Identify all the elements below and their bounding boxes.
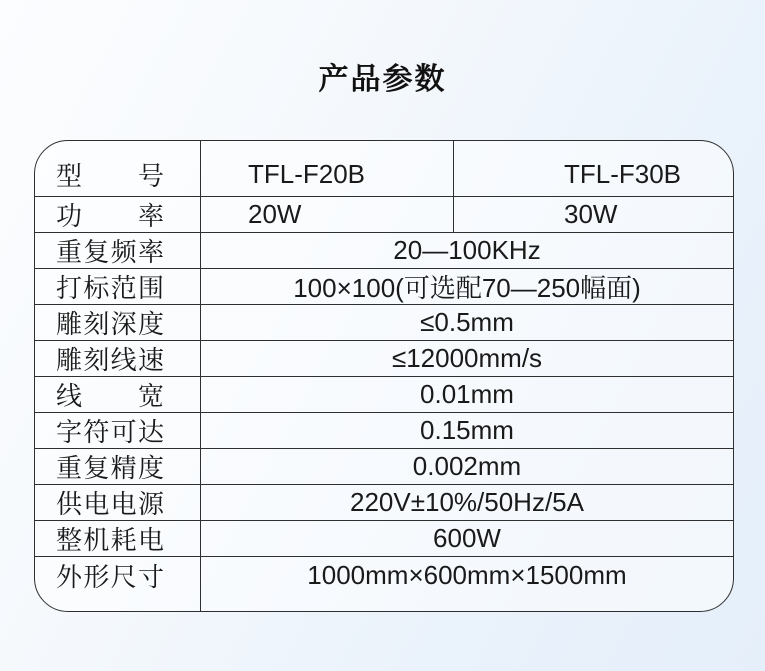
row-label-text: 雕刻线速: [56, 345, 164, 375]
row-label-text: 功率: [56, 201, 164, 231]
row-label-text: 雕刻深度: [56, 309, 164, 339]
row-label-text: 线宽: [56, 381, 164, 411]
row-value: 220V±10%/50Hz/5A: [350, 487, 584, 517]
row-label: [35, 413, 201, 448]
table-row-line-width: [35, 376, 733, 412]
row-label: [35, 305, 201, 340]
table-row-dimensions: [35, 556, 733, 612]
row-label: [35, 449, 201, 484]
row-label: [35, 233, 201, 268]
row-label-text: 型号: [56, 161, 164, 191]
row-value-model-1: TFL-F20B: [201, 141, 454, 196]
table-row-frequency: [35, 232, 733, 268]
row-label: [35, 197, 201, 232]
table-row-power-supply: [35, 484, 733, 520]
table-row-min-character: [35, 412, 733, 448]
table-row-model: [35, 141, 733, 196]
row-label: [35, 269, 201, 304]
table-row-marking-range: [35, 268, 733, 304]
table-row-power: [35, 196, 733, 232]
row-label: [35, 485, 201, 520]
row-value-power-2: 30W: [564, 199, 618, 229]
row-label-text: 供电电源: [56, 489, 164, 519]
row-value: 1000mm×600mm×1500mm: [307, 560, 627, 590]
row-label-text: 整机耗电: [56, 525, 164, 555]
row-label-text: 外形尺寸: [56, 562, 164, 592]
row-value: ≤0.5mm: [420, 307, 514, 337]
row-value: 100×100(可选配70—250幅面): [293, 273, 641, 303]
row-label: [35, 141, 201, 196]
row-value-model-2: TFL-F30B: [564, 159, 682, 189]
row-label-text: 打标范围: [56, 273, 164, 303]
spec-table: [34, 140, 734, 612]
table-row-engraving-depth: [35, 304, 733, 340]
row-value: 600W: [433, 523, 501, 553]
row-label-text: 重复精度: [56, 453, 164, 483]
table-row-power-consumption: [35, 520, 733, 556]
row-value: 0.01mm: [420, 379, 514, 409]
row-label: [35, 341, 201, 376]
row-value: 0.002mm: [412, 451, 522, 481]
row-label: [35, 521, 201, 556]
page-title: 产品参数: [318, 63, 447, 96]
row-value: 20—100KHz: [393, 235, 541, 265]
table-row-engraving-speed: [35, 340, 733, 376]
row-label: [35, 377, 201, 412]
row-label-text: 字符可达: [56, 417, 164, 447]
row-value: ≤12000mm/s: [391, 343, 543, 373]
row-label-text: 重复频率: [56, 237, 164, 267]
row-label: [35, 557, 201, 612]
row-value-power-1: 20W: [201, 197, 454, 232]
table-row-repeat-accuracy: [35, 448, 733, 484]
row-value: 0.15mm: [420, 415, 514, 445]
